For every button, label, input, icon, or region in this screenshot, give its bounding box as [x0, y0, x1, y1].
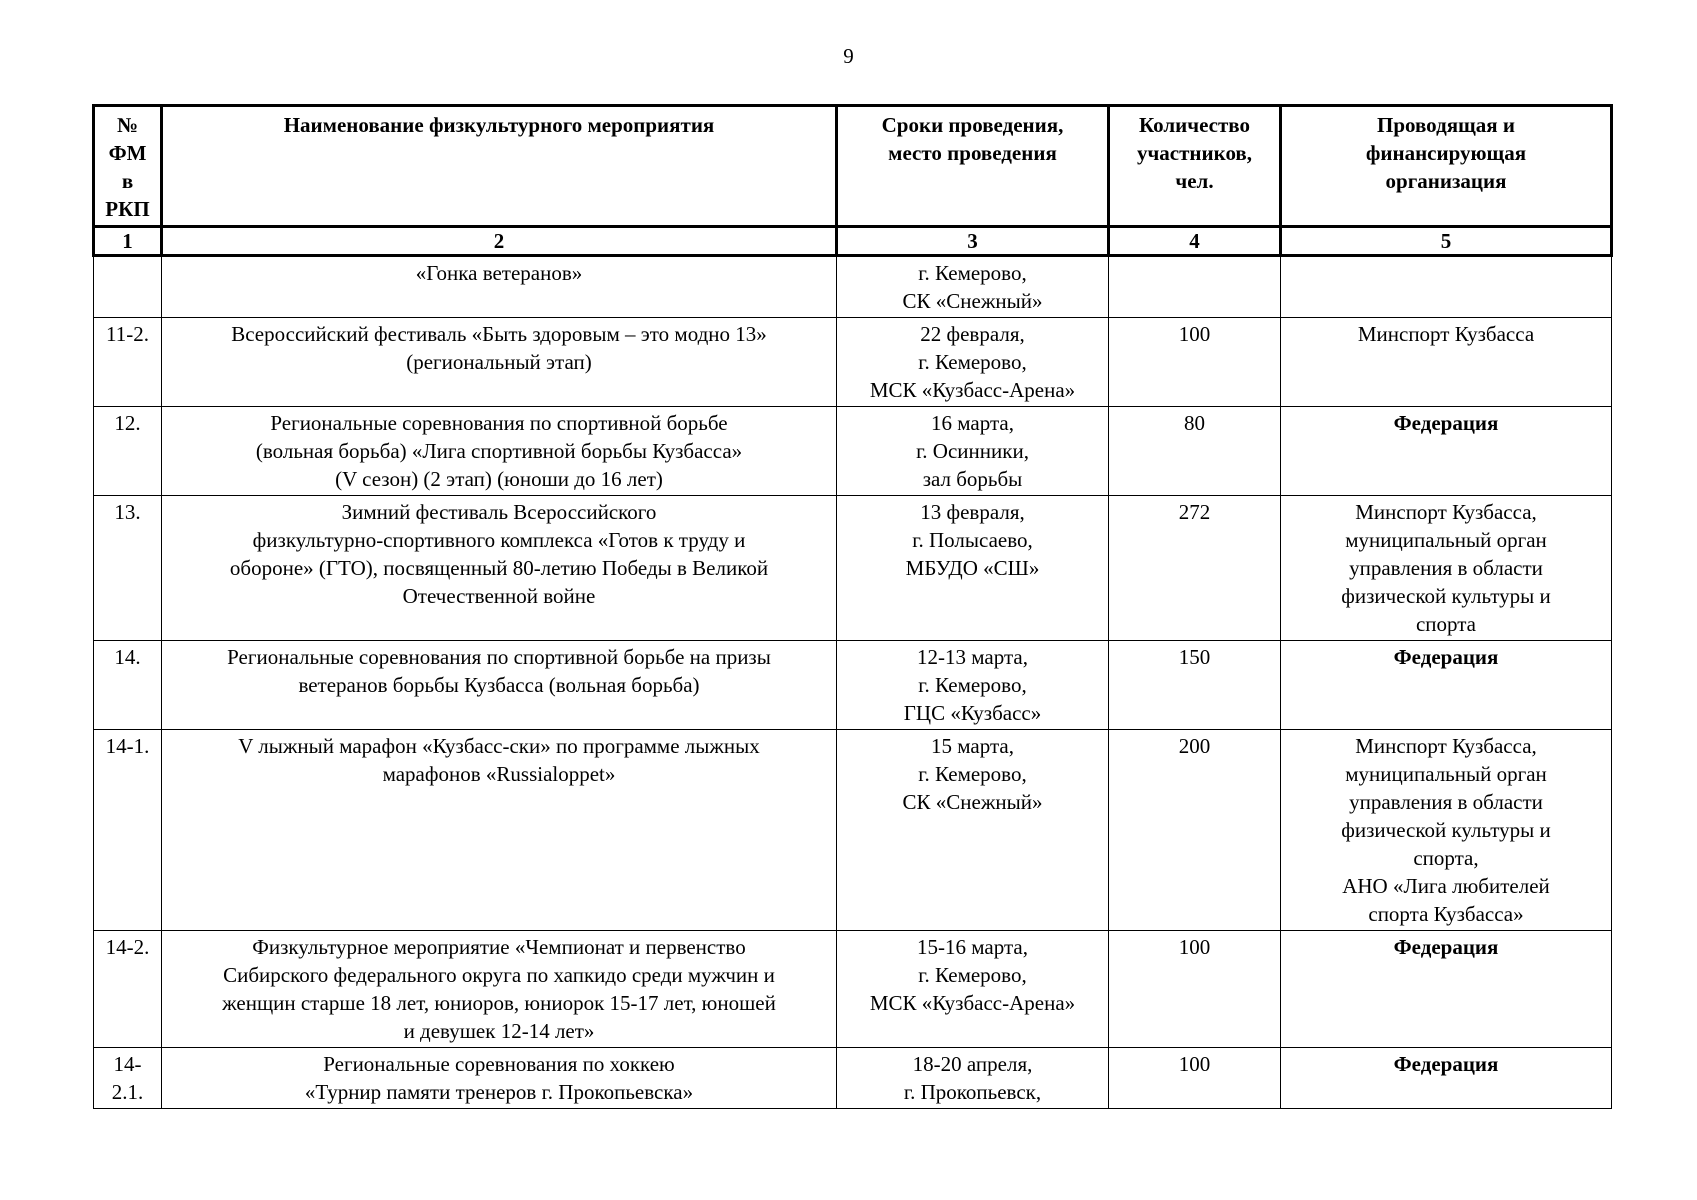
- cell-text-line: 15-16 марта,: [917, 935, 1028, 959]
- cell-text-line: г. Кемерово,: [918, 350, 1027, 374]
- cell-text-line: ветеранов борьбы Кузбасса (вольная борьба): [298, 673, 700, 697]
- cell-text-line: СК «Снежный»: [902, 289, 1043, 313]
- cell-text-line: 16 марта,: [931, 411, 1014, 435]
- dates-place: [837, 496, 1109, 641]
- cell-text-line: МСК «Кузбасс-Арена»: [869, 378, 1076, 402]
- cell-text-line: спорта Кузбасса»: [1368, 902, 1524, 926]
- cell-text-line: 18-20 апреля,: [912, 1052, 1033, 1076]
- header-participants: [1109, 106, 1281, 227]
- column-number: 3: [837, 227, 1109, 256]
- header-event-name: [162, 106, 837, 227]
- cell-text-line: (вольная борьба) «Лига спортивной борьбы Кузбасса»: [255, 439, 743, 463]
- cell-text-line: финансирующая: [1365, 141, 1527, 165]
- cell-text-line: марафонов «Russialoppet»: [382, 762, 616, 786]
- dates-place: [837, 931, 1109, 1048]
- header-organizer: [1281, 106, 1612, 227]
- header-dates-place: [837, 106, 1109, 227]
- cell-text-line: «Гонка ветеранов»: [415, 261, 583, 285]
- cell-text-line: Отечественной войне: [402, 584, 596, 608]
- cell-text-line: г. Прокопьевск,: [903, 1080, 1042, 1104]
- row-number: 12.: [94, 407, 162, 496]
- row-number: 13.: [94, 496, 162, 641]
- event-name: [162, 318, 837, 407]
- row-number: 14-2.1.: [94, 1048, 162, 1109]
- dates-place: [837, 1048, 1109, 1109]
- row-number: [94, 256, 162, 318]
- organizer: [1281, 407, 1612, 496]
- cell-text-line: муниципальный орган: [1345, 528, 1547, 552]
- cell-text-line: 15 марта,: [931, 734, 1014, 758]
- cell-text-line: г. Кемерово,: [918, 261, 1027, 285]
- cell-text-line: Проводящая и: [1376, 113, 1515, 137]
- row-number: 14-1.: [94, 730, 162, 931]
- cell-text-line: Региональные соревнования по спортивной борьбе: [270, 411, 728, 435]
- cell-text-line: спорта: [1415, 612, 1477, 636]
- cell-text-line: физической культуры и: [1341, 818, 1551, 842]
- cell-text-line: Федерация: [1393, 645, 1499, 669]
- event-name: [162, 1048, 837, 1109]
- cell-text-line: г. Осинники,: [916, 439, 1029, 463]
- cell-text-line: ФМ: [108, 141, 147, 165]
- participants-count: 100: [1109, 1048, 1281, 1109]
- organizer: [1281, 730, 1612, 931]
- cell-text-line: Наименование физкультурного мероприятия: [283, 113, 715, 137]
- cell-text-line: Минспорт Кузбасса: [1357, 322, 1535, 346]
- cell-text-line: и девушек 12-14 лет»: [403, 1019, 595, 1043]
- cell-text-line: №: [116, 113, 139, 137]
- header-number: [94, 106, 162, 227]
- participants-count: 272: [1109, 496, 1281, 641]
- cell-text-line: муниципальный орган: [1345, 762, 1547, 786]
- cell-text-line: управления в области: [1349, 556, 1543, 580]
- cell-text-line: Минспорт Кузбасса,: [1355, 734, 1537, 758]
- events-table: [92, 104, 1613, 1109]
- cell-text-line: г. Кемерово,: [918, 963, 1027, 987]
- cell-text-line: (региональный этап): [406, 350, 592, 374]
- table-body: [94, 256, 1612, 1109]
- cell-text-line: СК «Снежный»: [902, 790, 1043, 814]
- participants-count: 80: [1109, 407, 1281, 496]
- column-number: 5: [1281, 227, 1612, 256]
- dates-place: [837, 641, 1109, 730]
- cell-text-line: «Турнир памяти тренеров г. Прокопьевска»: [304, 1080, 694, 1104]
- header-row: [94, 106, 1612, 227]
- organizer: [1281, 641, 1612, 730]
- cell-text-line: чел.: [1175, 169, 1214, 193]
- table-row: [94, 641, 1612, 730]
- table-row: [94, 318, 1612, 407]
- page-number: 9: [843, 44, 854, 68]
- cell-text-line: обороне» (ГТО), посвященный 80-летию Победы в Великой: [229, 556, 769, 580]
- cell-text-line: Физкультурное мероприятие «Чемпионат и первенство: [252, 935, 746, 959]
- event-name: [162, 496, 837, 641]
- table-row: [94, 496, 1612, 641]
- row-number: 14.: [94, 641, 162, 730]
- event-name: [162, 407, 837, 496]
- cell-text-line: женщин старше 18 лет, юниоров, юниорок 15-17 лет, юношей: [222, 991, 776, 1015]
- cell-text-line: МБУДО «СШ»: [905, 556, 1040, 580]
- organizer: [1281, 496, 1612, 641]
- cell-text-line: (V сезон) (2 этап) (юноши до 16 лет): [335, 467, 663, 491]
- dates-place: [837, 730, 1109, 931]
- cell-text-line: Региональные соревнования по хоккею: [323, 1052, 675, 1076]
- cell-text-line: г. Кемерово,: [918, 673, 1027, 697]
- cell-text-line: Федерация: [1393, 411, 1499, 435]
- participants-count: 100: [1109, 931, 1281, 1048]
- row-number: 14-2.: [94, 931, 162, 1048]
- cell-text-line: физкультурно-спортивного комплекса «Готов к труду и: [252, 528, 746, 552]
- column-number: 2: [162, 227, 837, 256]
- cell-text-line: место проведения: [888, 141, 1057, 165]
- table-row: [94, 1048, 1612, 1109]
- event-name: [162, 256, 837, 318]
- table-row: [94, 730, 1612, 931]
- organizer: [1281, 1048, 1612, 1109]
- cell-text-line: г. Кемерово,: [918, 762, 1027, 786]
- organizer: [1281, 318, 1612, 407]
- column-numbers-row: [94, 227, 1612, 256]
- cell-text-line: 12-13 марта,: [917, 645, 1028, 669]
- cell-text-line: спорта,: [1413, 846, 1479, 870]
- cell-text-line: АНО «Лига любителей: [1342, 874, 1550, 898]
- participants-count: 150: [1109, 641, 1281, 730]
- cell-text-line: 13 февраля,: [920, 500, 1025, 524]
- row-number: 11-2.: [94, 318, 162, 407]
- cell-text-line: г. Полысаево,: [912, 528, 1033, 552]
- dates-place: [837, 256, 1109, 318]
- event-name: [162, 730, 837, 931]
- column-number: 1: [94, 227, 162, 256]
- cell-text-line: 22 февраля,: [920, 322, 1025, 346]
- cell-text-line: участников,: [1136, 141, 1253, 165]
- cell-text-line: Всероссийский фестиваль «Быть здоровым – это модно 13»: [231, 322, 767, 346]
- cell-text-line: управления в области: [1349, 790, 1543, 814]
- table-row: [94, 256, 1612, 318]
- cell-text-line: МСК «Кузбасс-Арена»: [869, 991, 1076, 1015]
- participants-count: 200: [1109, 730, 1281, 931]
- event-name: [162, 641, 837, 730]
- cell-text-line: V лыжный марафон «Кузбасс-ски» по программе лыжных: [238, 734, 760, 758]
- participants-count: [1109, 256, 1281, 318]
- dates-place: [837, 407, 1109, 496]
- organizer: [1281, 256, 1612, 318]
- cell-text-line: Зимний фестиваль Всероссийского: [341, 500, 657, 524]
- cell-text-line: физической культуры и: [1341, 584, 1551, 608]
- dates-place: [837, 318, 1109, 407]
- table-row: [94, 407, 1612, 496]
- organizer: [1281, 931, 1612, 1048]
- participants-count: 100: [1109, 318, 1281, 407]
- column-number: 4: [1109, 227, 1281, 256]
- table-row: [94, 931, 1612, 1048]
- event-name: [162, 931, 837, 1048]
- cell-text-line: Сибирского федерального округа по хапкидо среди мужчин и: [223, 963, 775, 987]
- cell-text-line: ГЦС «Кузбасс»: [903, 701, 1042, 725]
- cell-text-line: Федерация: [1393, 1052, 1499, 1076]
- cell-text-line: Федерация: [1393, 935, 1499, 959]
- cell-text-line: Сроки проведения,: [881, 113, 1064, 137]
- cell-text-line: Количество: [1138, 113, 1251, 137]
- cell-text-line: Минспорт Кузбасса,: [1355, 500, 1537, 524]
- cell-text-line: Региональные соревнования по спортивной борьбе на призы: [227, 645, 771, 669]
- cell-text-line: зал борьбы: [922, 467, 1023, 491]
- cell-text-line: организация: [1385, 169, 1507, 193]
- cell-text-line: РКП: [105, 197, 150, 221]
- cell-text-line: в: [121, 169, 134, 193]
